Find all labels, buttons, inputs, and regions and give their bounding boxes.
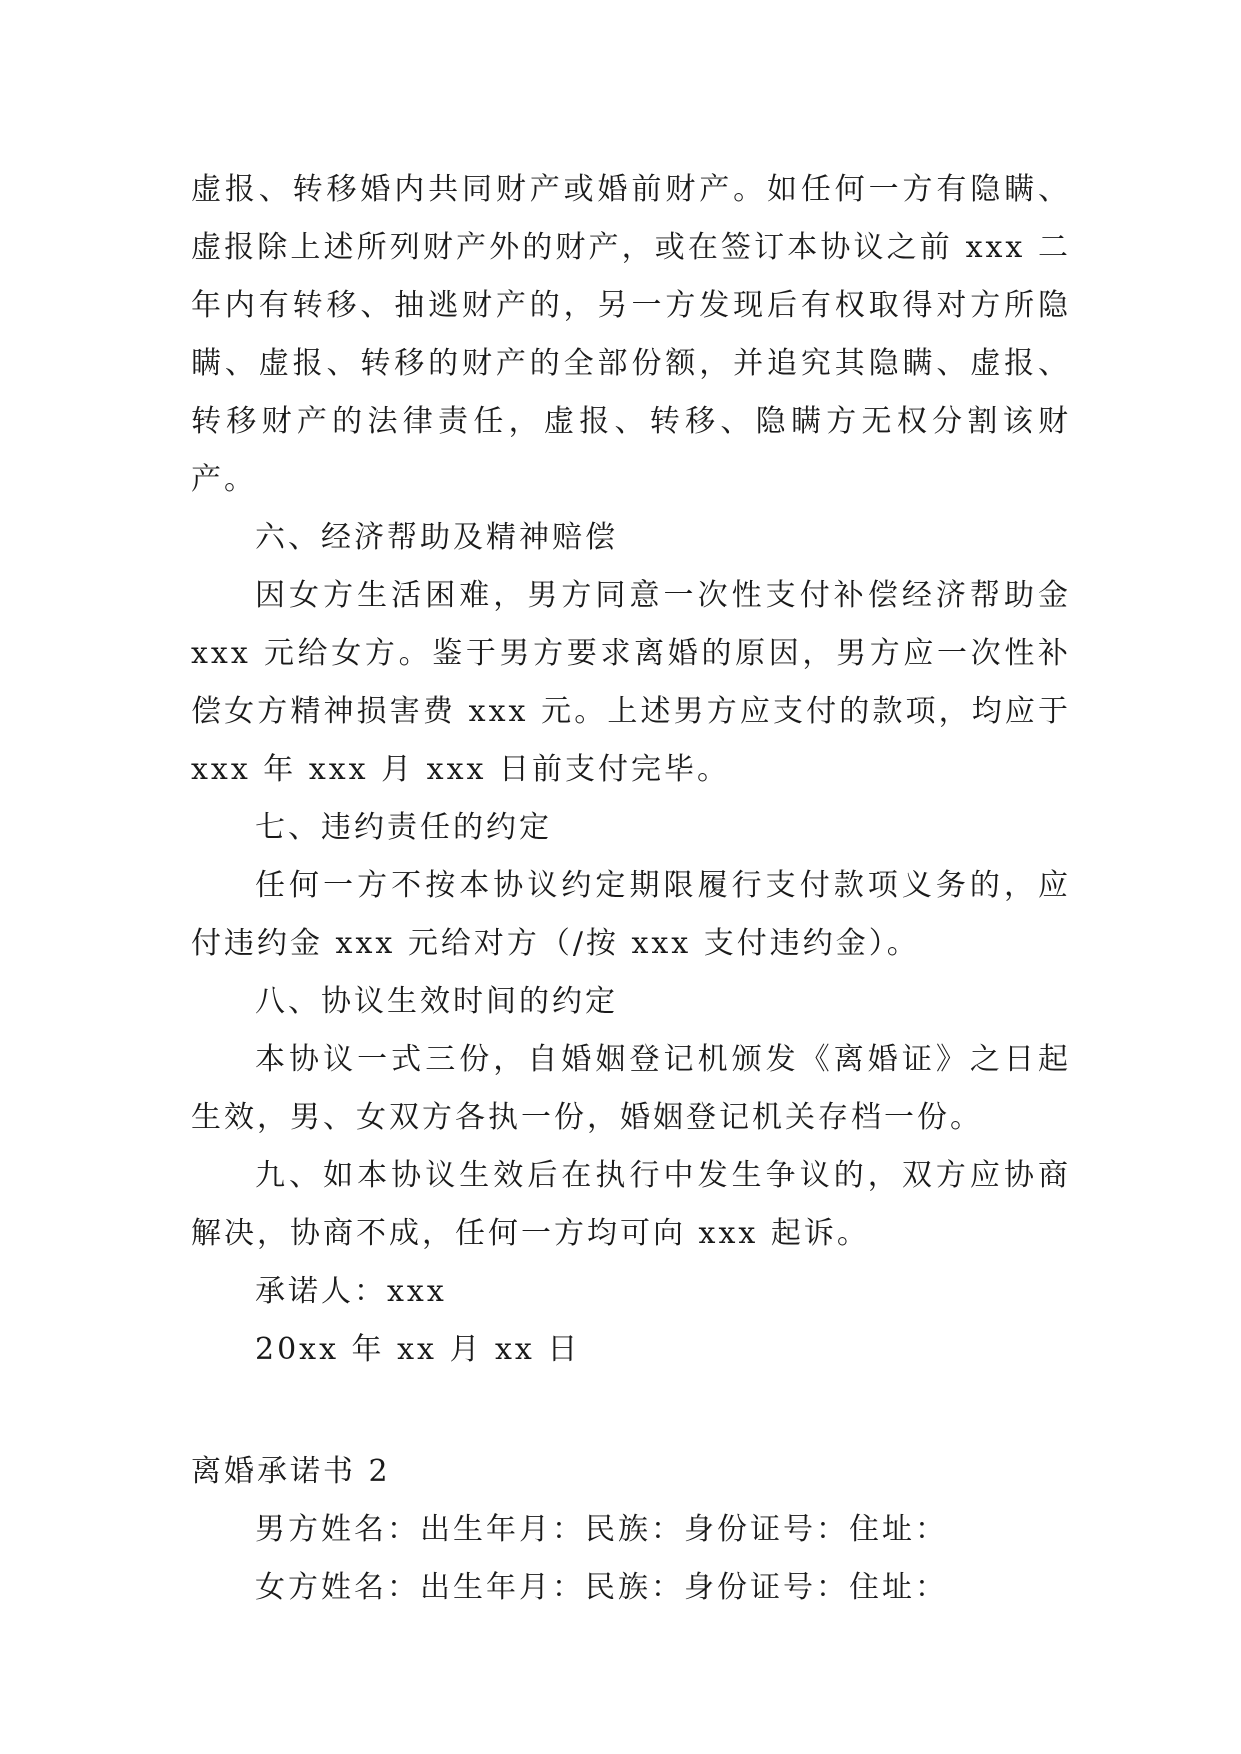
paragraph-economic-assistance: 因女方生活困难，男方同意一次性支付补偿经济帮助金 xxx 元给女方。鉴于男方要求离婚的原因，男方应一次性补偿女方精神损害费 xxx 元。上述男方应支付的款项，均应于 xxx 年 xxx 月 xxx 日前支付完毕。 bbox=[191, 578, 1071, 787]
heading-economic-assistance: 六、经济帮助及精神赔偿 bbox=[255, 520, 618, 555]
heading-breach-liability: 七、违约责任的约定 bbox=[255, 810, 552, 845]
paragraph-dispute-resolution: 九、如本协议生效后在执行中发生争议的，双方应协商解决，协商不成，任何一方均可向 xxx 起诉。 bbox=[191, 1158, 1071, 1251]
section2-title: 离婚承诺书 2 bbox=[191, 1454, 391, 1489]
heading-effective-time: 八、协议生效时间的约定 bbox=[255, 984, 618, 1019]
document-body bbox=[191, 161, 1071, 1617]
promisor-line: 承诺人：xxx bbox=[255, 1274, 447, 1309]
paragraph-effective-time: 本协议一式三份，自婚姻登记机颁发《离婚证》之日起生效，男、女双方各执一份，婚姻登记机关存档一份。 bbox=[191, 1042, 1071, 1135]
date-line: 20xx 年 xx 月 xx 日 bbox=[255, 1332, 581, 1367]
section-gap bbox=[191, 1379, 1071, 1443]
female-info-line: 女方姓名：出生年月：民族：身份证号：住址： bbox=[255, 1570, 948, 1605]
paragraph-breach-liability: 任何一方不按本协议约定期限履行支付款项义务的，应付违约金 xxx 元给对方（/按 xxx 支付违约金）。 bbox=[191, 868, 1071, 961]
paragraph-property-concealment: 虚报、转移婚内共同财产或婚前财产。如任何一方有隐瞒、虚报除上述所列财产外的财产，或在签订本协议之前 xxx 二年内有转移、抽逃财产的，另一方发现后有权取得对方所隐瞒、虚报、转移的财产的全部份额，并追究其隐瞒、虚报、转移财产的法律责任，虚报、转移、隐瞒方无权分割该财产。 bbox=[191, 172, 1071, 497]
male-info-line: 男方姓名：出生年月：民族：身份证号：住址： bbox=[255, 1512, 948, 1547]
